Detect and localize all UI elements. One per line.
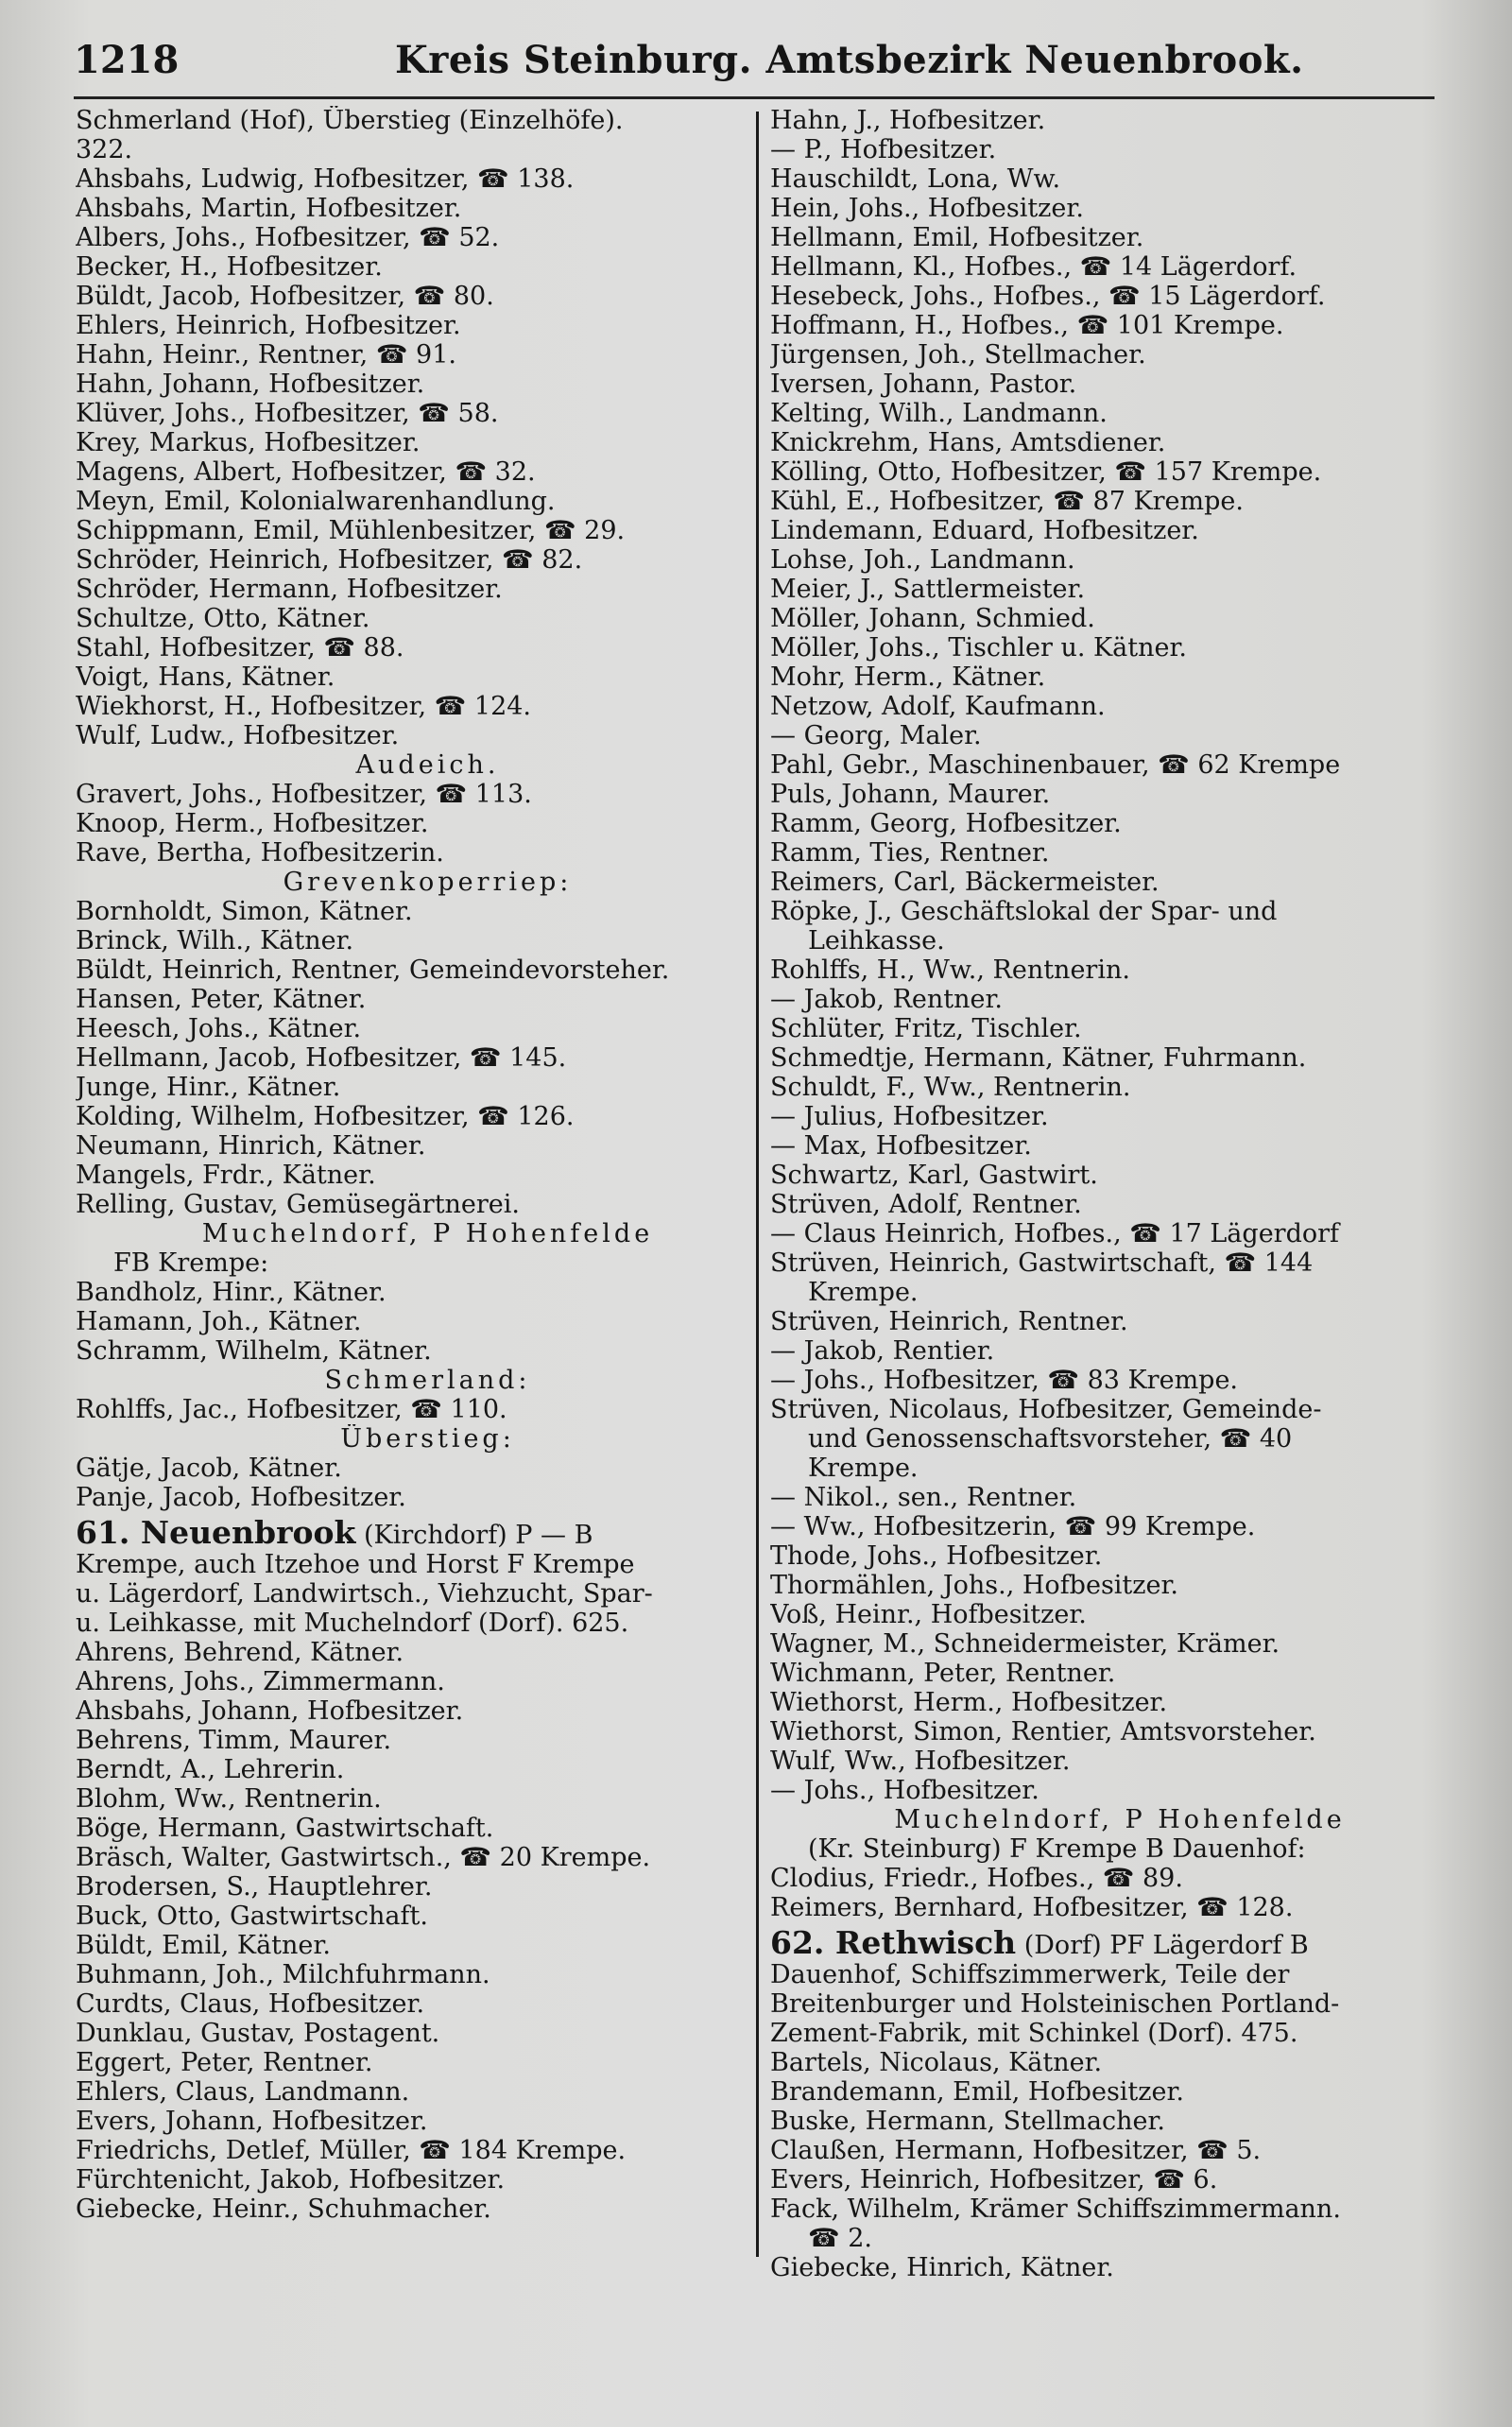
directory-entry: Ahsbahs, Johann, Hofbesitzer. [76,1696,464,1726]
section-place-name: Rethwisch [834,1928,1017,1960]
locality-heading: Audeich. [355,750,500,780]
locality-heading: Muchelndorf, P Hohenfelde [894,1805,1346,1834]
directory-entry: Schröder, Hermann, Hofbesitzer. [76,575,503,604]
directory-entry: Kolding, Wilhelm, Hofbesitzer, ☎ 126. [76,1102,575,1131]
directory-entry: Büldt, Jacob, Hofbesitzer, ☎ 80. [76,282,494,311]
directory-entry: Jürgensen, Joh., Stellmacher. [770,340,1146,370]
directory-entry: u. Leihkasse, mit Muchelndorf (Dorf). 625. [76,1609,629,1638]
directory-entry: Fürchtenicht, Jakob, Hofbesitzer. [76,2165,506,2195]
directory-entry: Knoop, Herm., Hofbesitzer. [76,809,429,838]
directory-entry: Neumann, Hinrich, Kätner. [76,1131,426,1161]
locality-heading: Überstieg: [340,1424,515,1454]
directory-entry: Wichmann, Peter, Rentner. [770,1659,1116,1688]
directory-entry: Rohlffs, Jac., Hofbesitzer, ☎ 110. [76,1395,507,1424]
directory-entry: Hahn, Johann, Hofbesitzer. [76,370,425,399]
directory-entry: Evers, Johann, Hofbesitzer. [76,2107,428,2136]
directory-entry: — P., Hofbesitzer. [770,135,997,164]
continuation-line: FB Krempe: [113,1248,269,1278]
directory-entry: Ahrens, Behrend, Kätner. [76,1638,404,1667]
directory-entry: Friedrichs, Detlef, Müller, ☎ 184 Krempe. [76,2136,627,2165]
directory-entry: Wiethorst, Herm., Hofbesitzer. [770,1688,1168,1717]
directory-entry: Thormählen, Johs., Hofbesitzer. [770,1571,1179,1600]
directory-entry: Möller, Johann, Schmied. [770,604,1095,633]
directory-entry: Ahsbahs, Ludwig, Hofbesitzer, ☎ 138. [76,164,575,194]
directory-entry: — Nikol., sen., Rentner. [770,1483,1077,1512]
directory-entry: Brodersen, S., Hauptlehrer. [76,1872,433,1902]
directory-entry: Hein, Johs., Hofbesitzer. [770,194,1084,223]
directory-entry: Wagner, M., Schneidermeister, Krämer. [770,1629,1280,1659]
directory-entry: Hamann, Joh., Kätner. [76,1307,362,1336]
header-rule [74,96,1435,99]
directory-entry: Brinck, Wilh., Kätner. [76,926,354,955]
directory-entry: — Ww., Hofbesitzerin, ☎ 99 Krempe. [770,1512,1256,1541]
directory-entry: Klüver, Johs., Hofbesitzer, ☎ 58. [76,399,499,428]
section-description: (Kirchdorf) P — B [355,1521,593,1550]
directory-entry: Schippmann, Emil, Mühlenbesitzer, ☎ 29. [76,516,626,545]
section-place-name: Neuenbrook [140,1518,356,1550]
directory-entry: Wiethorst, Simon, Rentier, Amtsvorsteher. [770,1717,1316,1747]
directory-entry: Strüven, Heinrich, Gastwirtschaft, ☎ 144 [770,1248,1314,1278]
directory-entry: Ahrens, Johs., Zimmermann. [76,1667,445,1696]
running-title: Kreis Steinburg. Amtsbezirk Neuenbrook. [395,38,1304,82]
directory-entry: Relling, Gustav, Gemüsegärtnerei. [76,1190,521,1219]
directory-entry: Kühl, E., Hofbesitzer, ☎ 87 Krempe. [770,487,1244,516]
continuation-line: und Genossenschaftsvorsteher, ☎ 40 [808,1424,1293,1454]
page-number: 1218 [74,38,180,82]
directory-entry: Krey, Markus, Hofbesitzer. [76,428,421,457]
directory-entry: Dauenhof, Schiffszimmerwerk, Teile der [770,1960,1290,1989]
directory-entry: Strüven, Adolf, Rentner. [770,1190,1082,1219]
directory-entry: Reimers, Carl, Bäckermeister. [770,868,1160,897]
directory-entry: Büldt, Emil, Kätner. [76,1931,331,1960]
directory-entry: Röpke, J., Geschäftslokal der Spar- und [770,897,1278,926]
column-divider [756,112,759,2257]
directory-entry: Hauschildt, Lona, Ww. [770,164,1061,194]
directory-entry: — Jakob, Rentier. [770,1336,995,1366]
directory-entry: Stahl, Hofbesitzer, ☎ 88. [76,633,404,663]
directory-entry: Breitenburger und Holsteinischen Portland- [770,1989,1340,2019]
section-title [76,1518,742,1550]
directory-entry: Buske, Hermann, Stellmacher. [770,2107,1165,2136]
directory-entry: Wiekhorst, H., Hofbesitzer, ☎ 124. [76,692,532,721]
continuation-line: ☎ 2. [808,2224,872,2253]
directory-entry: Buck, Otto, Gastwirtschaft. [76,1902,428,1931]
locality-heading: Grevenkoperriep: [283,868,573,897]
directory-entry: Meier, J., Sattlermeister. [770,575,1086,604]
directory-entry: Curdts, Claus, Hofbesitzer. [76,1989,425,2019]
directory-entry: — Johs., Hofbesitzer. [770,1776,1040,1805]
directory-entry: Fack, Wilhelm, Krämer Schiffszimmermann. [770,2195,1341,2224]
section-title [770,1928,1432,1960]
directory-entry: Claußen, Hermann, Hofbesitzer, ☎ 5. [770,2136,1262,2165]
directory-entry: Ehlers, Heinrich, Hofbesitzer. [76,311,461,340]
directory-entry: Buhmann, Joh., Milchfuhrmann. [76,1960,490,1989]
directory-entry: Bräsch, Walter, Gastwirtsch., ☎ 20 Krempe. [76,1843,651,1872]
directory-entry: Bandholz, Hinr., Kätner. [76,1278,387,1307]
section-description: (Dorf) PF Lägerdorf B [1016,1931,1309,1960]
directory-entry: Rave, Bertha, Hofbesitzerin. [76,838,444,868]
directory-entry: Schmerland (Hof), Überstieg (Einzelhöfe). [76,106,624,135]
directory-entry: Kelting, Wilh., Landmann. [770,399,1108,428]
directory-entry: Mangels, Frdr., Kätner. [76,1161,376,1190]
directory-entry: Iversen, Johann, Pastor. [770,370,1077,399]
continuation-line: Krempe. [808,1278,919,1307]
directory-entry: Netzow, Adolf, Kaufmann. [770,692,1106,721]
directory-entry: Büldt, Heinrich, Rentner, Gemeindevorsteher. [76,955,670,985]
directory-entry: Hellmann, Emil, Hofbesitzer. [770,223,1144,252]
directory-entry: Gravert, Johs., Hofbesitzer, ☎ 113. [76,780,532,809]
directory-entry: Meyn, Emil, Kolonialwarenhandlung. [76,487,556,516]
directory-entry: Strüven, Nicolaus, Hofbesitzer, Gemeinde- [770,1395,1322,1424]
directory-entry: Becker, H., Hofbesitzer. [76,252,383,282]
directory-entry: Schultze, Otto, Kätner. [76,604,370,633]
left-column [76,106,742,2224]
directory-entry: Hesebeck, Johs., Hofbes., ☎ 15 Lägerdorf. [770,282,1326,311]
directory-entry: Panje, Jacob, Hofbesitzer. [76,1483,406,1512]
directory-entry: Hahn, Heinr., Rentner, ☎ 91. [76,340,456,370]
directory-entry: Ramm, Ties, Rentner. [770,838,1050,868]
directory-entry: Hahn, J., Hofbesitzer. [770,106,1046,135]
directory-entry: Kölling, Otto, Hofbesitzer, ☎ 157 Krempe. [770,457,1322,487]
directory-entry: Hoffmann, H., Hofbes., ☎ 101 Krempe. [770,311,1284,340]
directory-entry: Hansen, Peter, Kätner. [76,985,367,1014]
locality-heading: Schmerland: [324,1366,531,1395]
directory-entry: Evers, Heinrich, Hofbesitzer, ☎ 6. [770,2165,1218,2195]
section-number: 62. [770,1928,835,1960]
directory-entry: Gätje, Jacob, Kätner. [76,1454,342,1483]
directory-entry: Krempe, auch Itzehoe und Horst F Krempe [76,1550,635,1579]
directory-entry: Giebecke, Hinrich, Kätner. [770,2253,1114,2282]
directory-entry: Schwartz, Karl, Gastwirt. [770,1161,1098,1190]
directory-entry: Mohr, Herm., Kätner. [770,663,1046,692]
continuation-line: Leihkasse. [808,926,945,955]
directory-entry: — Johs., Hofbesitzer, ☎ 83 Krempe. [770,1366,1239,1395]
directory-entry: Dunklau, Gustav, Postagent. [76,2019,440,2048]
directory-entry: Clodius, Friedr., Hofbes., ☎ 89. [770,1864,1183,1893]
directory-entry: Berndt, A., Lehrerin. [76,1755,345,1784]
directory-entry: Schröder, Heinrich, Hofbesitzer, ☎ 82. [76,545,583,575]
directory-entry: Voigt, Hans, Kätner. [76,663,335,692]
directory-entry: Strüven, Heinrich, Rentner. [770,1307,1128,1336]
directory-entry: Rohlffs, H., Ww., Rentnerin. [770,955,1130,985]
directory-entry: Brandemann, Emil, Hofbesitzer. [770,2077,1185,2107]
continuation-line: Krempe. [808,1454,919,1483]
directory-entry: Puls, Johann, Maurer. [770,780,1051,809]
directory-entry: Pahl, Gebr., Maschinenbauer, ☎ 62 Krempe [770,750,1341,780]
directory-entry: Voß, Heinr., Hofbesitzer. [770,1600,1087,1629]
directory-entry: Zement-Fabrik, mit Schinkel (Dorf). 475. [770,2019,1298,2048]
directory-entry: Albers, Johs., Hofbesitzer, ☎ 52. [76,223,500,252]
directory-entry: Blohm, Ww., Rentnerin. [76,1784,382,1814]
directory-entry: Reimers, Bernhard, Hofbesitzer, ☎ 128. [770,1893,1294,1922]
directory-entry: Ehlers, Claus, Landmann. [76,2077,410,2107]
directory-entry: 322. [76,135,133,164]
directory-entry: Heesch, Johs., Kätner. [76,1014,362,1043]
directory-entry: Ramm, Georg, Hofbesitzer. [770,809,1122,838]
directory-entry: Lindemann, Eduard, Hofbesitzer. [770,516,1199,545]
directory-entry: Wulf, Ww., Hofbesitzer. [770,1747,1071,1776]
directory-entry: Thode, Johs., Hofbesitzer. [770,1541,1103,1571]
directory-entry: Ahsbahs, Martin, Hofbesitzer. [76,194,462,223]
page-header [74,34,1435,91]
directory-entry: Bornholdt, Simon, Kätner. [76,897,413,926]
directory-entry: Hellmann, Jacob, Hofbesitzer, ☎ 145. [76,1043,567,1073]
directory-entry: Möller, Johs., Tischler u. Kätner. [770,633,1188,663]
directory-entry: Giebecke, Heinr., Schuhmacher. [76,2195,491,2224]
directory-entry: u. Lägerdorf, Landwirtsch., Viehzucht, Spar- [76,1579,653,1609]
directory-entry: Knickrehm, Hans, Amtsdiener. [770,428,1166,457]
directory-entry: Bartels, Nicolaus, Kätner. [770,2048,1103,2077]
directory-entry: Eggert, Peter, Rentner. [76,2048,373,2077]
directory-entry: Wulf, Ludw., Hofbesitzer. [76,721,400,750]
directory-entry: Böge, Hermann, Gastwirtschaft. [76,1814,494,1843]
directory-entry: — Max, Hofbesitzer. [770,1131,1032,1161]
directory-entry: — Georg, Maler. [770,721,982,750]
directory-entry: Schuldt, F., Ww., Rentnerin. [770,1073,1131,1102]
directory-entry: Lohse, Joh., Landmann. [770,545,1075,575]
directory-entry: Schramm, Wilhelm, Kätner. [76,1336,432,1366]
directory-entry: — Julius, Hofbesitzer. [770,1102,1049,1131]
directory-entry: Junge, Hinr., Kätner. [76,1073,341,1102]
directory-entry: Schlüter, Fritz, Tischler. [770,1014,1082,1043]
section-number: 61. [76,1518,141,1550]
directory-entry: Magens, Albert, Hofbesitzer, ☎ 32. [76,457,536,487]
right-column [770,106,1432,2282]
continuation-line: (Kr. Steinburg) F Krempe B Dauenhof: [808,1834,1306,1864]
locality-heading: Muchelndorf, P Hohenfelde [201,1219,654,1248]
directory-entry: Schmedtje, Hermann, Kätner, Fuhrmann. [770,1043,1307,1073]
directory-entry: Behrens, Timm, Maurer. [76,1726,392,1755]
directory-entry: — Claus Heinrich, Hofbes., ☎ 17 Lägerdorf [770,1219,1340,1248]
directory-entry: — Jakob, Rentner. [770,985,1004,1014]
directory-entry: Hellmann, Kl., Hofbes., ☎ 14 Lägerdorf. [770,252,1297,282]
